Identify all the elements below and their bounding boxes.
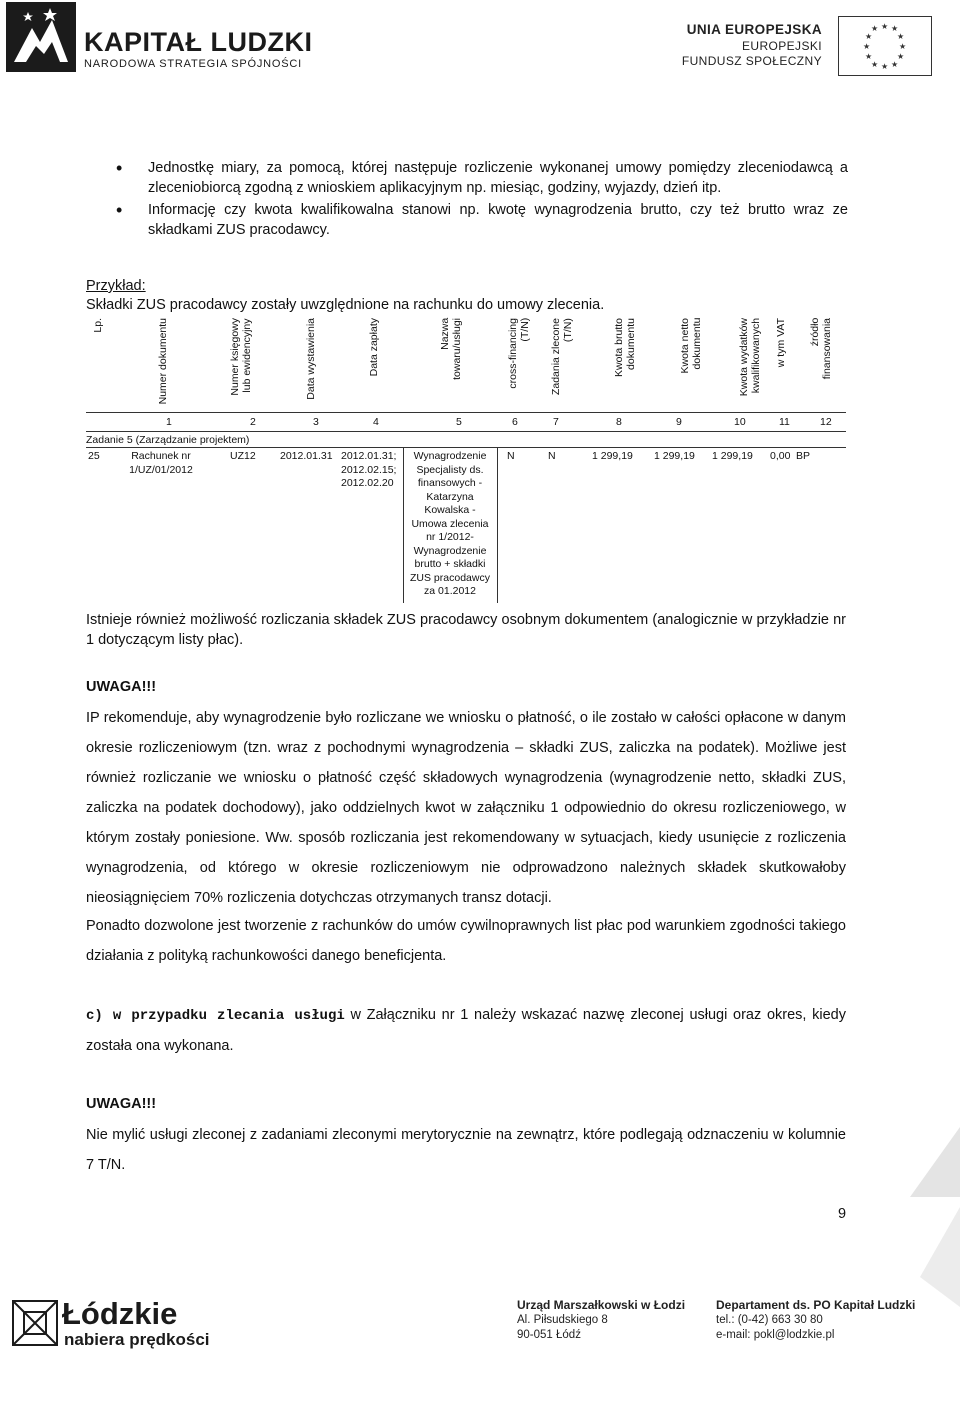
item-name-line: finansowych - [417,477,483,489]
cell-gross: 1 299,19 [592,450,633,462]
page-number: 9 [838,1206,847,1222]
paragraph-section-c [86,1000,846,1061]
eu-text-block [682,22,822,68]
column-header [542,318,582,410]
column-number: 6 [512,416,518,428]
kapital-ludzki-logo-mark [6,2,76,72]
table-divider [497,448,498,603]
lodzkie-logo-icon [12,1300,58,1346]
requirements-list [116,158,848,240]
column-number: 4 [373,416,379,428]
column-number: 12 [820,416,832,428]
item-name-line: brutto + składki [414,558,486,570]
column-header [218,318,264,410]
column-header-label: Zadania zlecone (T/N) [550,318,574,396]
expense-table [86,318,846,597]
column-number-row [86,412,846,432]
column-header [798,318,844,410]
cell-item-name [406,450,494,599]
cell-lp: 25 [88,450,100,462]
column-header [666,318,716,410]
cell-net: 1 299,19 [654,450,695,462]
lodzkie-title: Łódzkie [62,1296,178,1331]
office-address-line: 90-051 Łódź [517,1329,581,1341]
department-contact [716,1298,915,1343]
item-name-line: Katarzyna [426,490,474,503]
svg-text:★: ★ [881,22,889,31]
section-c-heading: c) w przypadku zlecania usługi [86,1008,345,1024]
task-row: Zadanie 5 (Zarządzanie projektem) [86,432,846,448]
column-header [600,318,650,410]
office-address-line: Al. Piłsudskiego 8 [517,1314,608,1326]
column-header-label: Numer dokumentu [157,318,169,405]
paragraph-recommendation: IP rekomenduje, aby wynagrodzenie było rozliczane we wniosku o płatność, o ile zostało w całości opłacone w danym okresie rozliczeniowym (tzn. wraz z pochodnymi wynagrodzenia – składki ZUS, zaliczka na podatek). Możliwe jest również rozliczanie we wniosku o płatność część składowych wynagrodzenia (wynagrodzenie netto, składki ZUS, zaliczka na podatek dochodowy), jako oddzielnych kwot w załączniku 1 odpowiednio do okresu rozliczeniowego, w którym zostały poniesione. Ww. sposób rozliczania jest rekomendowany w sytuacjach, kiedy usunięcie z rozliczenia wynagrodzenia, od którego w okresie rozliczeniowym nie odprowadzono należnych składek skutkowałoby nieosiągnięciem 70% rozliczenia dotychczas otrzymanych transz dotacji. [86,710,846,906]
column-header-label: w tym VAT [775,318,787,368]
svg-text:★: ★ [897,52,905,61]
svg-text:★: ★ [897,32,905,41]
office-address [517,1298,685,1343]
column-header [726,318,774,410]
column-header-label: Lp. [92,318,104,333]
item-name-line: za 01.2012 [424,585,476,597]
svg-text:★: ★ [881,62,889,71]
column-header [416,318,486,410]
column-header [141,318,185,410]
svg-text:★: ★ [899,42,907,51]
list-item: • Informację czy kwota kwalifikowalna stanowi np. kwotę wynagrodzenia brutto, czy też brutto wraz ze składkami ZUS pracodawcy. [116,200,848,240]
paragraph-payroll: Ponadto dozwolone jest tworzenie z rachunków do umów cywilnoprawnych list płac pod warunkiem zgodności takiego działania z polityką rachunkowości danego beneficjenta. [86,918,846,964]
corner-decoration-icon [890,1127,960,1307]
column-number: 5 [456,416,462,428]
svg-text:★: ★ [871,24,879,33]
svg-text:★: ★ [891,60,899,69]
item-name-line: Umowa zlecenia [411,517,489,530]
eu-flag-icon [838,16,932,76]
department-name: Departament ds. PO Kapitał Ludzki [716,1298,916,1312]
column-header [352,318,396,410]
cell-doc-number [116,450,206,477]
office-name: Urząd Marszałkowski w Łodzi [517,1298,686,1312]
item-name-line: ZUS pracodawcy [410,571,490,584]
item-name-line: Kowalska - [424,504,476,516]
lodzkie-subtitle: nabiera prędkości [64,1330,210,1349]
cell-contracted-tasks: N [548,450,556,462]
warning-label: UWAGA!!! [86,679,157,695]
column-header-label: Data zapłaty [368,318,380,377]
column-number: 9 [676,416,682,428]
table-divider [403,448,404,603]
column-number: 10 [734,416,746,428]
paragraph-service-note: Nie mylić usługi zleconej z zadaniami zleconymi merytorycznie na zewnątrz, które podlegają odznaczeniu w kolumnie 7 T/N. [86,1127,846,1173]
eu-line-3: FUNDUSZ SPOŁECZNY [681,54,822,68]
department-email: e-mail: pokl@lodzkie.pl [716,1329,835,1341]
column-number: 1 [166,416,172,428]
warning-label: UWAGA!!! [86,1096,157,1112]
kapital-ludzki-subtitle: NARODOWA STRATEGIA SPÓJNOŚCI [84,58,302,70]
item-name-line: Wynagrodzenie [413,544,487,557]
column-header-label: źródło finansowania [809,318,833,380]
column-header-label: Kwota wydatków kwalifikowanych [738,318,762,397]
cell-doc-number-line: 1/UZ/01/2012 [129,463,193,476]
item-name-line: nr 1/2012- [426,531,474,543]
cell-payment-dates [341,450,396,491]
column-number: 2 [250,416,256,428]
svg-text:★: ★ [865,32,873,41]
column-header-label: Kwota netto dokumentu [679,318,703,374]
column-header [501,318,537,410]
column-header-label: Numer księgowy lub ewidencyjny [229,318,253,396]
eu-line-1: UNIA EUROPEJSKA [686,22,822,37]
svg-text:★: ★ [865,52,873,61]
column-header [292,318,330,410]
column-header-label: Nazwa towaru/usługi [439,318,463,380]
cell-doc-number-line: Rachunek nr [131,450,191,462]
payment-date: 2012.02.20 [341,477,394,489]
column-header-label: cross-financing (T/N) [507,318,531,389]
payment-date: 2012.01.31; [341,450,397,462]
column-number: 7 [553,416,559,428]
payment-date: 2012.02.15; [341,463,397,476]
cell-issue-date: 2012.01.31 [280,450,333,462]
item-name-line: Specjalisty ds. [416,463,484,476]
kapital-ludzki-title: KAPITAŁ LUDZKI [84,27,313,57]
column-header [768,318,794,410]
cell-eligible: 1 299,19 [712,450,753,462]
item-name-line: Wynagrodzenie [413,450,487,462]
example-text: Składki ZUS pracodawcy zostały uwzględnione na rachunku do umowy zlecenia. [86,297,605,313]
kapital-ludzki-emblem-icon [6,2,76,72]
table-header [86,318,846,410]
cell-account-number: UZ12 [230,450,256,462]
after-table-text: Istnieje również możliwość rozliczania składek ZUS pracodawcy osobnym dokumentem (analogicznie w przykładzie nr 1 dotyczącym listy płac). [86,612,846,648]
eu-line-2: EUROPEJSKI [741,39,822,53]
column-number: 11 [779,416,790,428]
cell-cross-financing: N [507,450,515,462]
column-header-label: Data wystawienia [305,318,317,400]
svg-text:★: ★ [871,60,879,69]
department-phone: tel.: (0-42) 663 30 80 [716,1314,823,1326]
svg-text:★: ★ [891,24,899,33]
column-number: 8 [616,416,622,428]
section-c-text: w Załączniku nr 1 należy wskazać nazwę zleconej usługi oraz okres, kiedy została ona wykonana. [86,1007,846,1054]
column-header [86,318,110,410]
column-number: 3 [313,416,319,428]
column-header-label: Kwota brutto dokumentu [613,318,637,377]
cell-source: BP [796,450,811,462]
example-label: Przykład: [86,278,146,294]
list-item: • Jednostkę miary, za pomocą, której następuje rozliczenie wykonanej umowy pomiędzy zleceniodawcą a zleceniobiorcą zgodną z wnioskiem aplikacyjnym np. miesiąc, godziny, wyjazdy, dzień itp. [116,158,848,198]
svg-text:★: ★ [863,42,871,51]
cell-vat: 0,00 [770,450,791,462]
